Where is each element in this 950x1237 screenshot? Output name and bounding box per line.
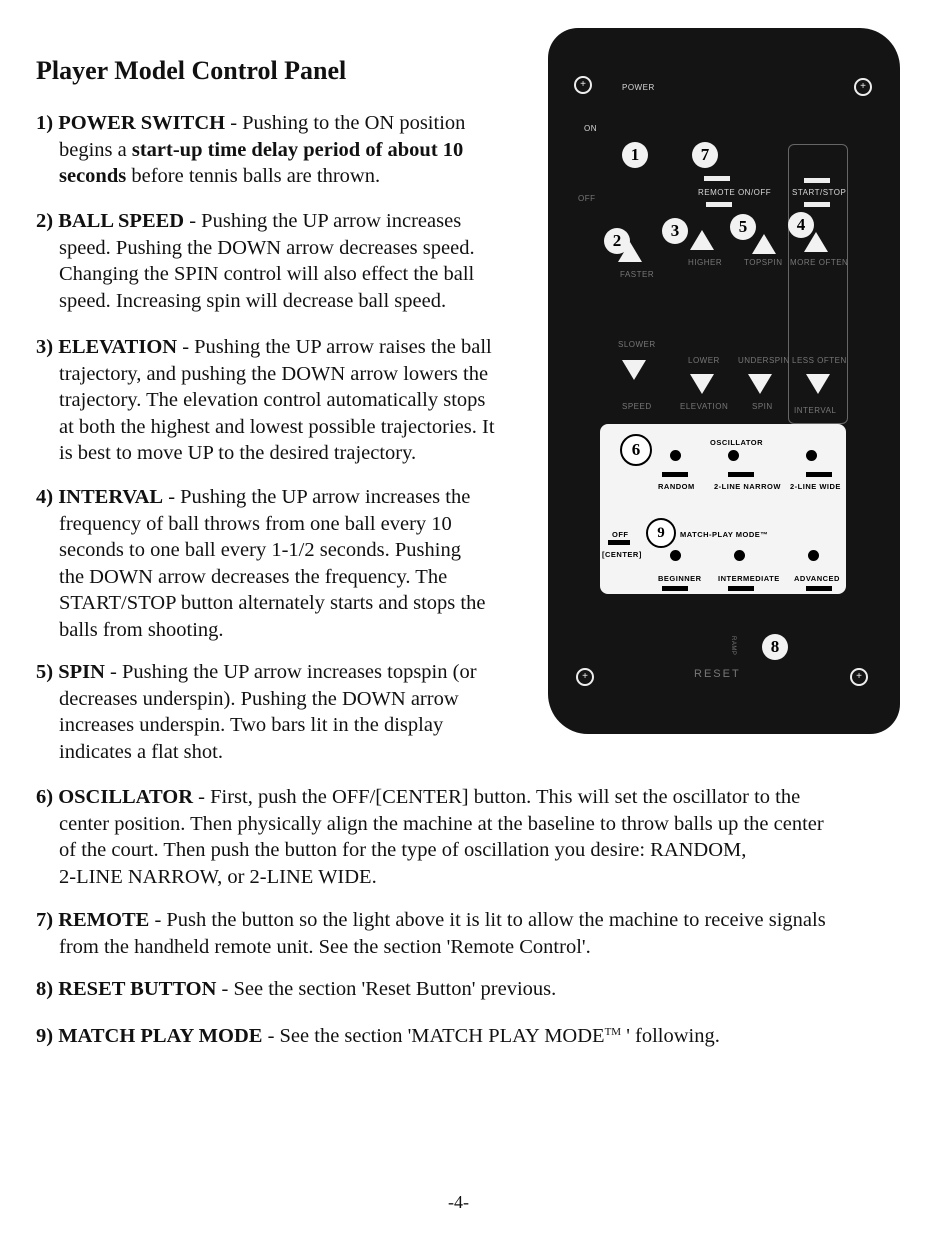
random-button — [662, 472, 688, 477]
text-segment: indicates a flat shot. — [59, 740, 223, 763]
item-heading: BALL SPEED — [58, 210, 185, 232]
elevation-up-arrow — [690, 230, 714, 250]
item-heading: ELEVATION — [58, 336, 178, 358]
instruction-line — [36, 934, 896, 961]
item-number: 9) — [36, 1025, 54, 1047]
screw-icon: + — [574, 76, 592, 94]
item-number: 4) — [36, 486, 54, 508]
lower-label: LOWER — [688, 356, 720, 365]
intermediate-button — [728, 586, 754, 591]
start-stop-label: START/STOP — [792, 188, 847, 197]
item-heading: INTERVAL — [58, 486, 164, 508]
item-lead-text: - First, push the OFF/[CENTER] button. This will set the oscillator to the — [193, 786, 801, 808]
page-title: Player Model Control Panel — [36, 56, 347, 85]
item-number: 8) — [36, 978, 54, 1000]
text-segment: Changing the SPIN control will also effect the ball — [59, 263, 475, 285]
text-segment: trajectory, and pushing the DOWN arrow lowers the — [59, 362, 489, 385]
instruction-item — [36, 334, 536, 467]
less-often-label: LESS OFTEN — [792, 356, 847, 365]
item-lead-text: - Pushing the UP arrow increases — [184, 210, 462, 232]
off-button — [608, 540, 630, 545]
random-led — [670, 450, 681, 461]
instruction-line — [36, 811, 896, 838]
osc-off-label: OFF — [612, 530, 629, 539]
text-segment: from the handheld remote unit. See the section 'Remote Control'. — [59, 935, 591, 958]
center-label: [CENTER] — [602, 550, 642, 559]
narrow-led — [728, 450, 739, 461]
instruction-item — [36, 208, 526, 314]
underspin-label: UNDERSPIN — [738, 356, 790, 365]
instruction-item — [36, 659, 526, 765]
item-number: 5) — [36, 661, 54, 683]
text-segment: decreases underspin). Pushing the DOWN arrow — [59, 687, 459, 710]
instruction-item — [36, 110, 526, 190]
wide-button — [806, 472, 832, 477]
beginner-button — [662, 586, 688, 591]
intermediate-led — [734, 550, 745, 561]
more-often-label: MORE OFTEN — [790, 258, 849, 267]
instruction-item — [36, 907, 896, 960]
power-label: POWER — [622, 83, 655, 92]
item-heading: OSCILLATOR — [58, 786, 194, 808]
item-lead-text: - See the section 'Reset Button' previous. — [216, 978, 557, 1000]
on-label: ON — [584, 124, 597, 133]
text-segment: speed. Pushing the DOWN arrow decreases speed. — [59, 236, 475, 259]
instruction-item — [36, 1019, 896, 1050]
text-segment: 2-LINE NARROW, or 2-LINE WIDE. — [59, 865, 377, 888]
item-number: 6) — [36, 786, 54, 808]
off-label: OFF — [578, 194, 596, 203]
speed-up-arrow — [618, 242, 642, 262]
faster-label: FASTER — [620, 270, 655, 279]
advanced-label: ADVANCED — [794, 574, 840, 583]
item-lead-text: - Push the button so the light above it is lit to allow the machine to receive signals — [149, 909, 826, 931]
elevation-down-arrow — [690, 374, 714, 394]
instruction-line — [36, 261, 526, 288]
speed-down-arrow — [622, 360, 646, 380]
instruction-line — [36, 387, 536, 414]
screw-icon: + — [854, 78, 872, 96]
instruction-line — [36, 137, 526, 164]
text-segment: at both the highest and lowest possible trajectories. It — [59, 415, 495, 438]
instruction-line — [36, 440, 536, 467]
item-number: 1) — [36, 112, 54, 134]
text-segment: is best to move UP to the desired trajectory. — [59, 442, 417, 464]
instruction-lead-line — [36, 208, 526, 235]
instruction-line — [36, 288, 526, 315]
text-segment: seconds to one ball every 1-1/2 seconds. Pushing — [59, 539, 461, 561]
callout-4: 4 — [788, 212, 814, 238]
callout-8: 8 — [762, 634, 788, 660]
start-stop-button — [804, 202, 830, 207]
item-heading: SPIN — [58, 661, 105, 683]
text-segment: START/STOP button alternately starts and stops the — [59, 592, 486, 614]
instruction-lead-line — [36, 784, 896, 811]
instruction-line — [36, 686, 526, 713]
intermediate-label: INTERMEDIATE — [718, 574, 780, 583]
callout-9: 9 — [646, 518, 676, 548]
callout-3: 3 — [662, 218, 688, 244]
instruction-line — [36, 739, 526, 766]
topspin-label: TOPSPIN — [744, 258, 783, 267]
instruction-line — [36, 361, 536, 388]
interval-up-arrow — [804, 232, 828, 252]
instruction-line — [36, 617, 536, 644]
reset-label: RESET — [694, 668, 741, 680]
item-lead-text: - Pushing the UP arrow increases the — [163, 486, 471, 508]
random-label: RANDOM — [658, 482, 695, 491]
instruction-lead-line — [36, 976, 896, 1003]
instruction-lead-line — [36, 110, 526, 137]
interval-label: INTERVAL — [794, 406, 837, 415]
text-segment: before tennis balls are thrown. — [126, 165, 381, 187]
instruction-line — [36, 864, 896, 891]
spin-up-arrow — [752, 234, 776, 254]
callout-6: 6 — [620, 434, 652, 466]
callout-5: 5 — [730, 214, 756, 240]
speed-label: SPEED — [622, 402, 652, 411]
control-panel-image — [548, 28, 900, 734]
trademark-sup: TM — [604, 1026, 622, 1038]
text-segment: increases underspin. Two bars lit in the display — [59, 714, 444, 736]
beginner-led — [670, 550, 681, 561]
screw-icon: + — [576, 668, 594, 686]
page-number: -4- — [448, 1192, 469, 1212]
callout-7: 7 — [692, 142, 718, 168]
instruction-lead-line — [36, 659, 526, 686]
text-segment: of the court. Then push the button for the type of oscillation you desire: RANDOM, — [59, 839, 747, 861]
item-heading: REMOTE — [58, 909, 150, 931]
instruction-line — [36, 235, 526, 262]
remote-label: REMOTE ON/OFF — [698, 188, 772, 197]
text-segment: speed. Increasing spin will decrease ball speed. — [59, 289, 447, 312]
item-lead-text: - Pushing the UP arrow increases topspin (or — [104, 661, 477, 683]
text-segment: balls from shooting. — [59, 618, 224, 641]
advanced-led — [808, 550, 819, 561]
text-segment: frequency of ball throws from one ball every 10 — [59, 512, 452, 535]
item-lead-text: - See the section 'MATCH PLAY MODE — [262, 1025, 605, 1047]
instruction-lead-line — [36, 484, 536, 511]
slower-label: SLOWER — [618, 340, 656, 349]
oscillator-label: OSCILLATOR — [710, 438, 764, 447]
interval-down-arrow — [806, 374, 830, 394]
wide-label: 2-LINE WIDE — [790, 482, 841, 491]
oscillator-section — [600, 424, 846, 594]
item-lead-text: - Pushing to the ON position — [225, 112, 466, 134]
wide-led — [806, 450, 817, 461]
text-segment: seconds — [59, 165, 127, 187]
item-heading: MATCH PLAY MODE — [58, 1025, 263, 1047]
higher-label: HIGHER — [688, 258, 723, 267]
advanced-button — [806, 586, 832, 591]
match-play-label: MATCH-PLAY MODE™ — [680, 530, 769, 539]
spin-label: SPIN — [752, 402, 773, 411]
spin-down-arrow — [748, 374, 772, 394]
text-segment: trajectory. The elevation control automatically stops — [59, 389, 486, 411]
text-segment: begins a — [59, 138, 132, 161]
ramp-label: RAMP — [730, 636, 736, 656]
instruction-item — [36, 484, 536, 643]
instruction-lead-line — [36, 334, 536, 361]
item-heading: RESET BUTTON — [58, 978, 217, 1000]
instruction-line — [36, 564, 536, 591]
beginner-label: BEGINNER — [658, 574, 702, 583]
instruction-lead-line — [36, 907, 896, 934]
text-segment: center position. Then physically align the machine at the baseline to throw balls up the center — [59, 812, 824, 835]
item-number: 2) — [36, 210, 54, 232]
instruction-line — [36, 590, 536, 617]
instruction-line — [36, 537, 536, 564]
instruction-lead-line — [36, 1019, 896, 1050]
instruction-line — [36, 712, 526, 739]
start-stop-led — [804, 178, 830, 183]
item-number: 3) — [36, 336, 54, 358]
instruction-line — [36, 511, 536, 538]
text-segment: start-up time delay period of about 10 — [131, 138, 464, 161]
instruction-line — [36, 837, 896, 864]
callout-1: 1 — [622, 142, 648, 168]
screw-icon: + — [850, 668, 868, 686]
item-heading: POWER SWITCH — [58, 112, 226, 134]
callout-2: 2 — [604, 228, 630, 254]
remote-button — [706, 202, 732, 207]
item-lead-text: - Pushing the UP arrow raises the ball — [177, 336, 492, 358]
elevation-label: ELEVATION — [680, 402, 729, 411]
text-segment: the DOWN arrow decreases the frequency. The — [59, 565, 448, 588]
instruction-item — [36, 784, 896, 890]
narrow-button — [728, 472, 754, 477]
instruction-line — [36, 163, 526, 190]
remote-led — [704, 176, 730, 181]
item-lead-after: ' following. — [621, 1025, 720, 1047]
item-number: 7) — [36, 909, 54, 931]
narrow-label: 2-LINE NARROW — [714, 482, 781, 491]
instruction-line — [36, 414, 536, 441]
instruction-item — [36, 976, 896, 1003]
